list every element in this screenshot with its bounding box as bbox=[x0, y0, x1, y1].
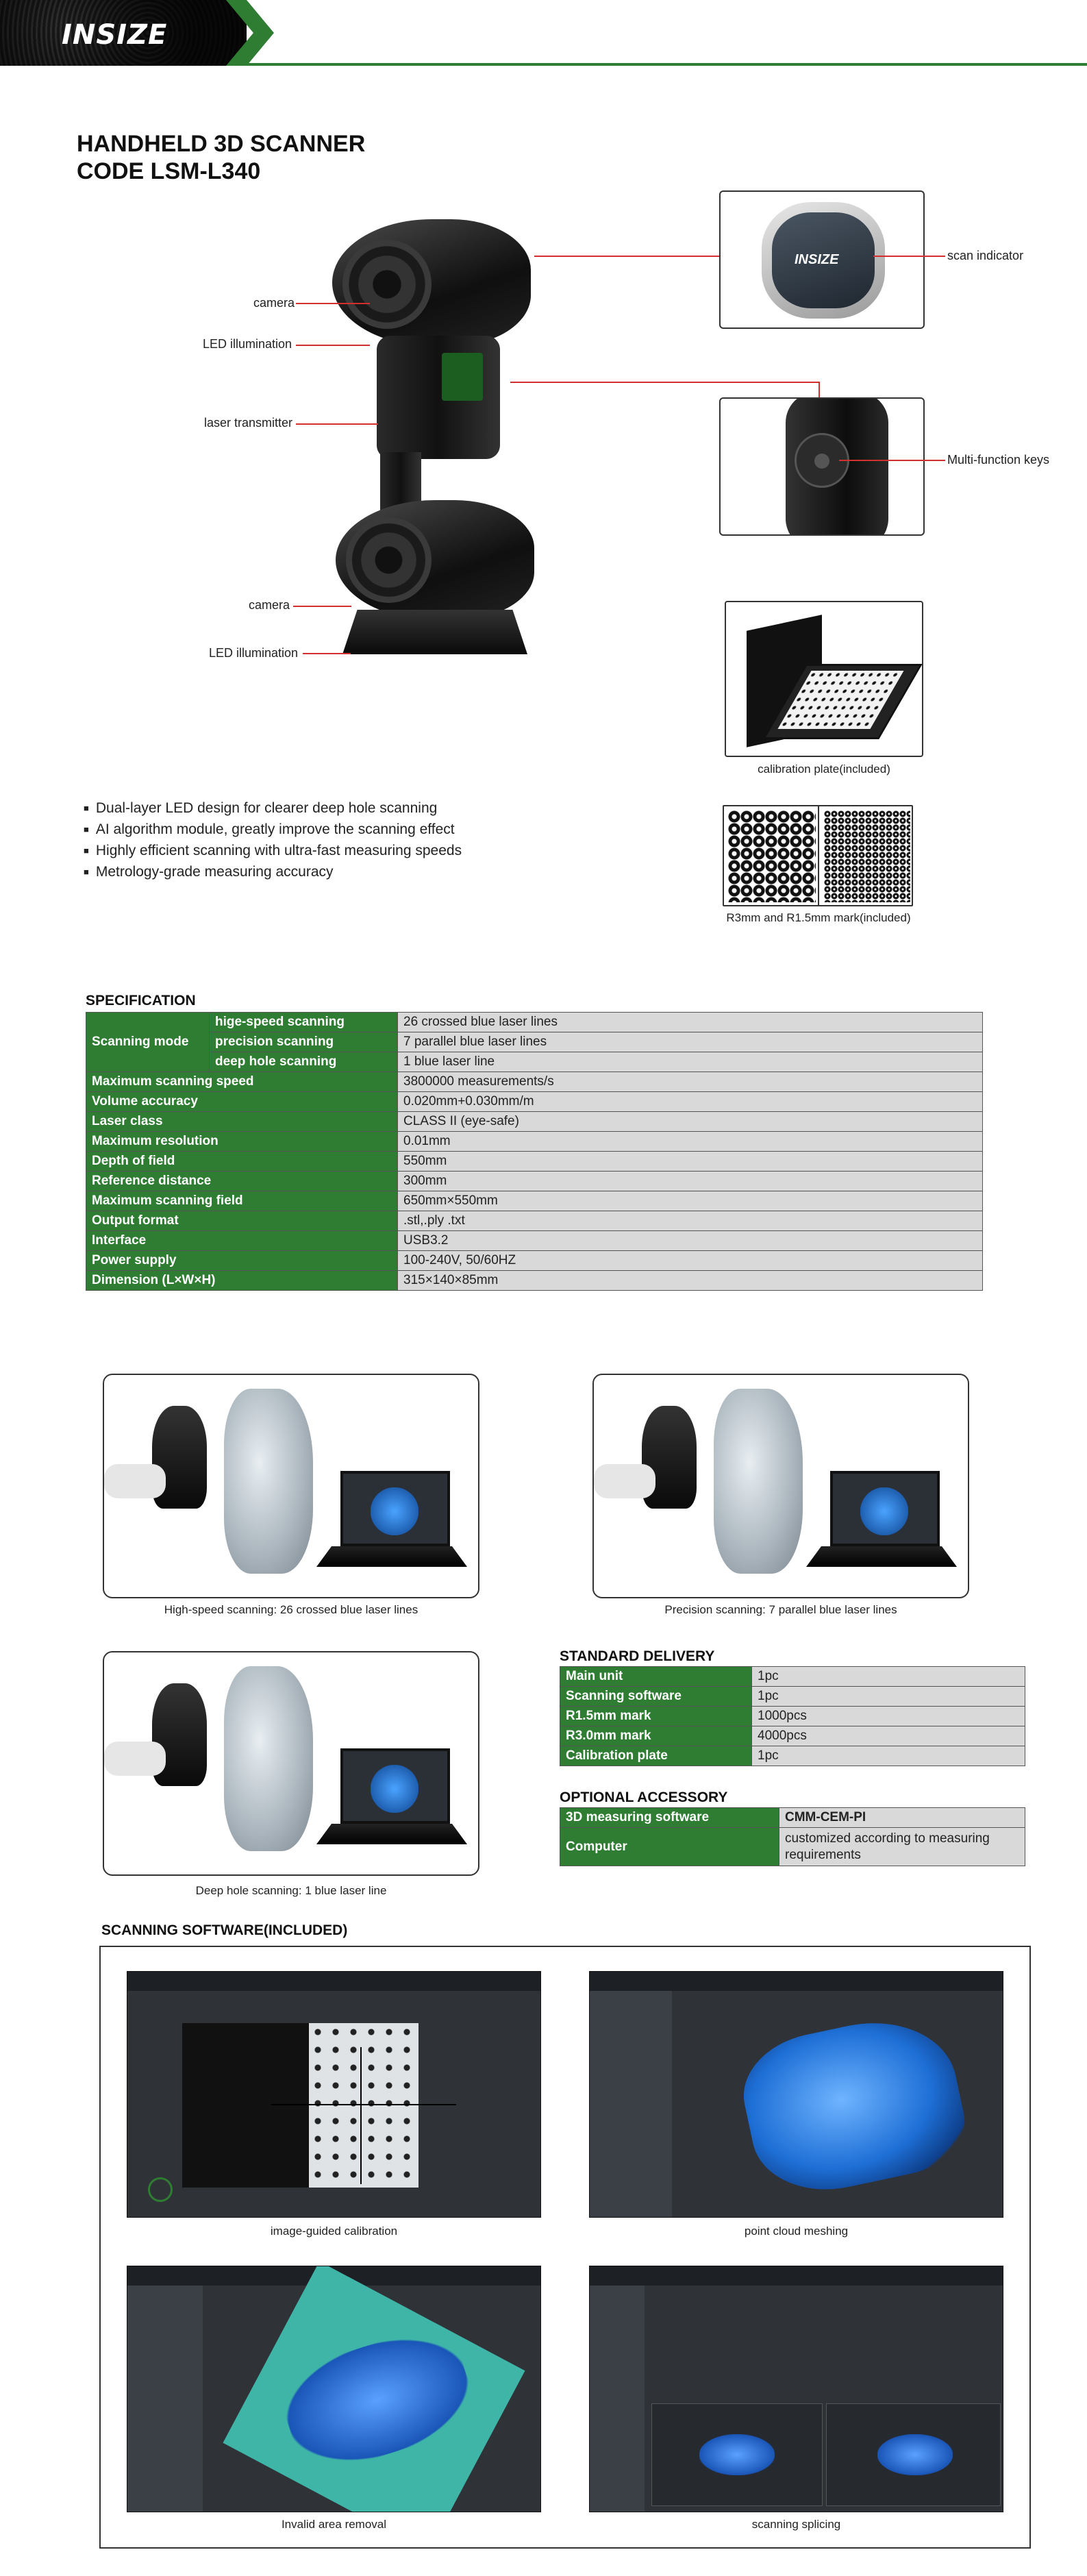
spec-value: 650mm×550mm bbox=[398, 1191, 983, 1211]
delivery-value: 1000pcs bbox=[752, 1707, 1025, 1726]
table-row bbox=[560, 1707, 1025, 1726]
feature-item: ■ Metrology-grade measuring accuracy bbox=[84, 862, 462, 883]
scan-indicator-detail bbox=[719, 190, 925, 329]
table-row bbox=[560, 1746, 1025, 1766]
software-title: SCANNING SOFTWARE(INCLUDED) bbox=[101, 1922, 348, 1938]
feature-item: ■ Dual-layer LED design for clearer deep hole scanning bbox=[84, 798, 462, 819]
table-row bbox=[86, 1271, 983, 1291]
software-caption: scanning splicing bbox=[751, 2518, 841, 2531]
page-title bbox=[77, 130, 365, 185]
delivery-label: R1.5mm mark bbox=[560, 1707, 752, 1726]
top-camera-lens bbox=[342, 240, 432, 329]
delivery-label: Main unit bbox=[560, 1667, 752, 1687]
table-row bbox=[86, 1251, 983, 1271]
standard-delivery-title: STANDARD DELIVERY bbox=[560, 1648, 715, 1664]
callout-line bbox=[296, 303, 370, 304]
software-caption: point cloud meshing bbox=[744, 2225, 849, 2238]
callout-line bbox=[873, 256, 945, 257]
bottom-camera-lens bbox=[346, 517, 432, 603]
spec-label: Dimension (L×W×H) bbox=[86, 1271, 398, 1291]
meshing-screenshot bbox=[589, 1971, 1003, 2218]
accessory-value: CMM-CEM-PI bbox=[779, 1808, 1025, 1828]
title-line-2: CODE LSM-L340 bbox=[77, 158, 261, 184]
callout-line bbox=[293, 606, 351, 607]
marks-image bbox=[723, 805, 913, 906]
table-row bbox=[86, 1072, 983, 1092]
delivery-label: R3.0mm mark bbox=[560, 1726, 752, 1746]
spec-label: Laser class bbox=[86, 1112, 398, 1132]
spec-value: 300mm bbox=[398, 1172, 983, 1191]
accessory-value: customized according to measuring requirements bbox=[779, 1828, 1025, 1866]
spec-label: hige-speed scanning bbox=[210, 1013, 398, 1032]
software-caption: Invalid area removal bbox=[281, 2518, 387, 2531]
callout-multi-keys: Multi-function keys bbox=[947, 453, 1050, 467]
spec-value: 100-240V, 50/60HZ bbox=[398, 1251, 983, 1271]
table-row bbox=[560, 1726, 1025, 1746]
optional-accessory-table bbox=[560, 1807, 1025, 1866]
callout-line bbox=[296, 345, 370, 346]
callout-laser: laser transmitter bbox=[204, 416, 293, 430]
spec-title: SPECIFICATION bbox=[86, 993, 196, 1008]
callout-camera-bottom: camera bbox=[249, 598, 290, 612]
software-caption: image-guided calibration bbox=[270, 2225, 398, 2238]
spec-label: Depth of field bbox=[86, 1152, 398, 1172]
spec-value: .stl,.ply .txt bbox=[398, 1211, 983, 1231]
spec-value: 550mm bbox=[398, 1152, 983, 1172]
scanner-badge bbox=[442, 353, 483, 401]
delivery-value: 1pc bbox=[752, 1746, 1025, 1766]
callout-led-bottom: LED illumination bbox=[209, 646, 299, 660]
table-row bbox=[86, 1013, 983, 1032]
table-row bbox=[86, 1172, 983, 1191]
calibration-screenshot bbox=[127, 1971, 541, 2218]
spec-label: precision scanning bbox=[210, 1032, 398, 1052]
marks-caption: R3mm and R1.5mm mark(included) bbox=[726, 911, 911, 924]
precision-scanning-photo bbox=[592, 1374, 969, 1598]
feature-list bbox=[84, 798, 462, 883]
spec-label: Maximum scanning field bbox=[86, 1191, 398, 1211]
spec-label: Maximum scanning speed bbox=[86, 1072, 398, 1092]
splicing-screenshot bbox=[589, 2266, 1003, 2512]
table-row bbox=[560, 1808, 1025, 1828]
spec-value: CLASS II (eye-safe) bbox=[398, 1112, 983, 1132]
delivery-label: Calibration plate bbox=[560, 1746, 752, 1766]
calibration-plate-caption: calibration plate(included) bbox=[758, 763, 890, 776]
header-banner bbox=[0, 0, 1087, 69]
table-row bbox=[86, 1211, 983, 1231]
table-row bbox=[86, 1152, 983, 1172]
calibration-plate-image bbox=[725, 601, 923, 757]
spec-value: 0.020mm+0.030mm/m bbox=[398, 1092, 983, 1112]
callout-line bbox=[303, 653, 351, 654]
spec-label: Maximum resolution bbox=[86, 1132, 398, 1152]
table-row bbox=[560, 1667, 1025, 1687]
accessory-label: Computer bbox=[560, 1828, 779, 1866]
spec-value: 3800000 measurements/s bbox=[398, 1072, 983, 1092]
spec-label: Power supply bbox=[86, 1251, 398, 1271]
table-row bbox=[86, 1191, 983, 1211]
spec-value: 315×140×85mm bbox=[398, 1271, 983, 1291]
spec-label: Reference distance bbox=[86, 1172, 398, 1191]
high-speed-caption: High-speed scanning: 26 crossed blue laser lines bbox=[164, 1603, 418, 1616]
spec-value: 1 blue laser line bbox=[398, 1052, 983, 1072]
spec-label: Interface bbox=[86, 1231, 398, 1251]
table-row bbox=[86, 1052, 983, 1072]
table-row bbox=[560, 1687, 1025, 1707]
callout-line bbox=[534, 256, 721, 257]
callout-line bbox=[510, 382, 819, 383]
spec-value: 26 crossed blue laser lines bbox=[398, 1013, 983, 1032]
table-row bbox=[86, 1112, 983, 1132]
table-row bbox=[86, 1132, 983, 1152]
spec-value: 7 parallel blue laser lines bbox=[398, 1032, 983, 1052]
software-frame bbox=[99, 1946, 1031, 2549]
header-rule bbox=[247, 63, 1087, 66]
delivery-value: 1pc bbox=[752, 1687, 1025, 1707]
indicator-logo: INSIZE bbox=[795, 252, 839, 267]
table-row bbox=[86, 1032, 983, 1052]
delivery-value: 4000pcs bbox=[752, 1726, 1025, 1746]
callout-line bbox=[819, 382, 820, 399]
standard-delivery-table bbox=[560, 1666, 1025, 1766]
spec-value: USB3.2 bbox=[398, 1231, 983, 1251]
delivery-label: Scanning software bbox=[560, 1687, 752, 1707]
callout-camera-top: camera bbox=[253, 296, 295, 310]
spec-table bbox=[86, 1012, 983, 1291]
spec-label: Scanning mode bbox=[86, 1013, 210, 1072]
spec-label: Output format bbox=[86, 1211, 398, 1231]
accessory-label: 3D measuring software bbox=[560, 1808, 779, 1828]
feature-item: ■ Highly efficient scanning with ultra-fast measuring speeds bbox=[84, 841, 462, 862]
callout-line bbox=[839, 460, 945, 461]
optional-accessory-title: OPTIONAL ACCESSORY bbox=[560, 1789, 728, 1805]
invalid-area-screenshot bbox=[127, 2266, 541, 2512]
spec-label: deep hole scanning bbox=[210, 1052, 398, 1072]
table-row bbox=[86, 1231, 983, 1251]
delivery-value: 1pc bbox=[752, 1667, 1025, 1687]
high-speed-scanning-photo bbox=[103, 1374, 479, 1598]
callout-scan-indicator: scan indicator bbox=[947, 249, 1024, 262]
feature-item: ■ AI algorithm module, greatly improve the scanning effect bbox=[84, 819, 462, 841]
deep-hole-scanning-photo bbox=[103, 1651, 479, 1876]
table-row bbox=[86, 1092, 983, 1112]
title-line-1: HANDHELD 3D SCANNER bbox=[77, 131, 366, 157]
spec-label: Volume accuracy bbox=[86, 1092, 398, 1112]
callout-line bbox=[296, 423, 378, 425]
scanner-illustration bbox=[329, 206, 548, 699]
precision-caption: Precision scanning: 7 parallel blue laser lines bbox=[664, 1603, 897, 1616]
callout-led-top: LED illumination bbox=[203, 337, 292, 351]
scanner-stand bbox=[342, 610, 527, 654]
table-row bbox=[560, 1828, 1025, 1866]
multi-function-keys-detail bbox=[719, 397, 925, 536]
insize-logo: INSIZE bbox=[62, 19, 168, 51]
deep-hole-caption: Deep hole scanning: 1 blue laser line bbox=[195, 1884, 387, 1897]
spec-value: 0.01mm bbox=[398, 1132, 983, 1152]
